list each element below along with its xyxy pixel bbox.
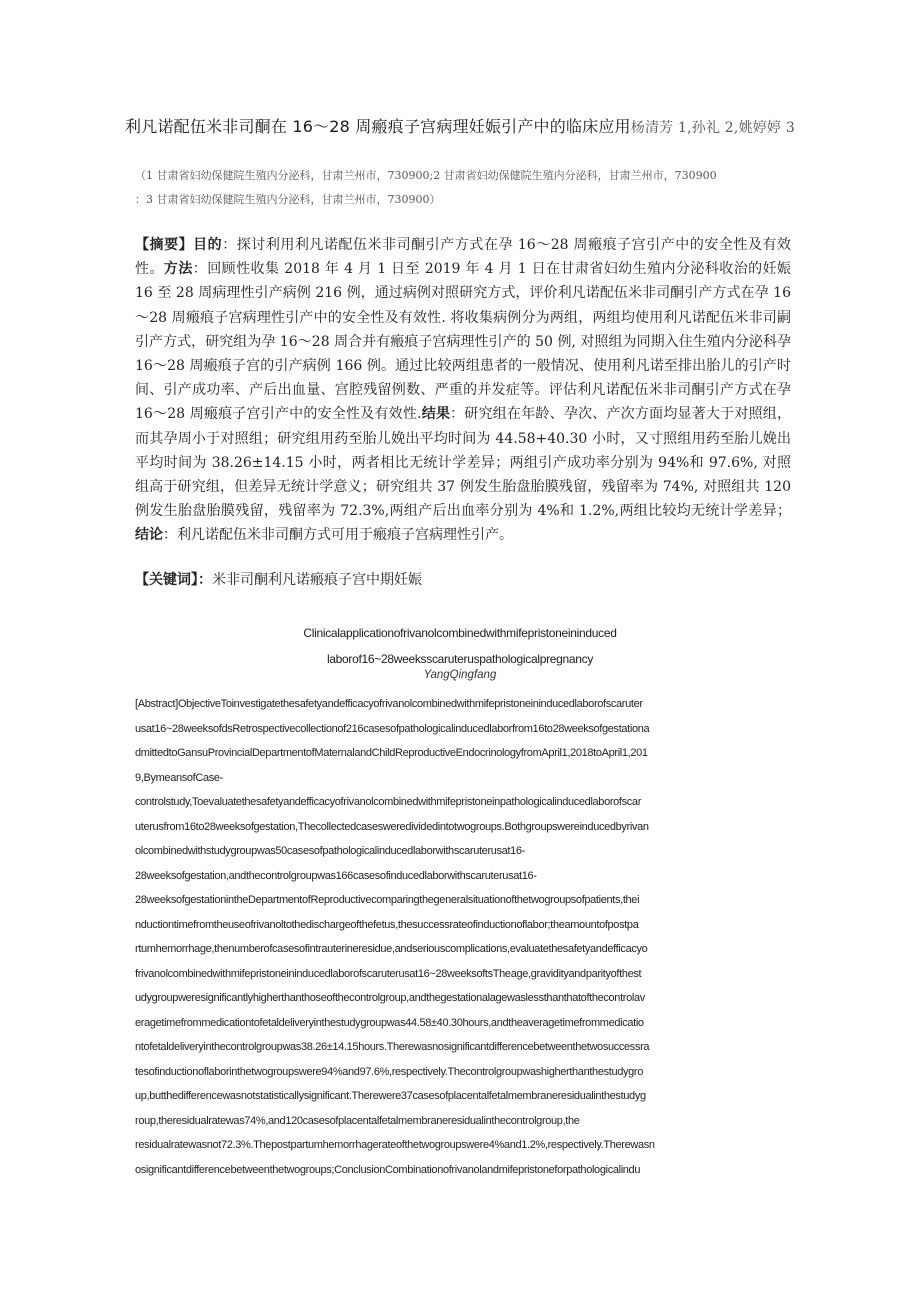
paper-authors: 杨清芳 1,孙礼 2,姚婷婷 3 [630, 120, 795, 136]
abstract-en-line: osignificantdifferencebetweenthetwogroups;ConclusionCombinationofrivanolandmifepristoneforpathologicalindu [135, 1163, 641, 1176]
abstract-en-line: uterusfrom16to28weeksofgestation,Thecollectedcasesweredividedintotwogroups.Bothgroupswereinducedbyrivan [135, 820, 649, 833]
english-title-line-2: laborof16~28weeksscaruteruspathologicalpregnancy [326, 652, 594, 666]
abstract-label: 【摘要】 [135, 237, 194, 253]
abstract-en-line: [Abstract]ObjectiveToinvestigatethesafetyandefficacyofrivanolcombinedwithmifepristoneininducedlaborofscaruter [135, 698, 643, 710]
english-abstract [135, 692, 795, 1133]
conclusion-text: ：利凡诺配伍米非司酮方式可用于瘢痕子宫病理性引产。 [163, 527, 513, 544]
results-text: ：研究组在年龄、孕次、产次方面均显著大于对照组，而其孕周小于对照组；研究组用药至胎儿娩出平均时间为 44.58+40.30 小时，又寸照组用药至胎儿娩出平均时间为 38.26±14.15 小时，两者相比无统计学差异；两组引产成功率分别为 94%和 97.6%, 对照组高于研究组，但差异无统计学意义；研究组共 37 例发生胎盘胎膜残留，残留率为 74%, 对照组共 120 例发生胎盘胎膜残留，残留率为 72.3%,两组产后出血率分别为 4%和 1.2%,两组比较均无统计学差异； [135, 406, 792, 520]
results-label: 结果 [421, 406, 451, 423]
abstract-en-line: udygroupweresignificantlyhigherthanthoseofthecontrolgroup,andthegestationalagewaslessthanthatofthecontrolav [135, 992, 645, 1004]
abstract-en-line: usat16~28weeksofdsRetrospectivecollectionof216casesofpathologicalinducedlaborfrom16to28weeksofgestationa [135, 722, 650, 735]
keywords [135, 569, 791, 591]
abstract-en-line: ntofetaldeliveryinthecontrolgroupwas38.26±14.15hours.Therewasnosignificantdifferencebetweenthetwosuccessra [135, 1041, 650, 1053]
objective-text: ：探讨利用利凡诺配伍米非司酮引产方式在孕 16～28 周瘢痕子宫引产中的安全性及有效性。 [135, 237, 792, 278]
paper-title [120, 116, 800, 139]
affiliations [135, 164, 795, 212]
abstract-en-line: tesofinductionoflaborinthetwogroupswere94%and97.6%,respectively.Thecontrolgroupwashigherthanthestudygro [135, 1065, 643, 1078]
abstract-en-line: eragetimefrommedicationtofetaldeliveryinthestudygroupwas44.58±40.30hours,andtheaveragetimefrommedicatio [135, 1016, 644, 1029]
english-abstract-continued [135, 1133, 795, 1182]
english-title [120, 620, 800, 672]
abstract-en-line: 28weeksofgestationintheDepartmentofReproductivecomparingthegeneralsituationofthetwogroupsofpatients,thei [135, 894, 640, 906]
methods-text: ：回顾性收集 2018 年 4 月 1 日至 2019 年 4 月 1 日在甘肃省妇幼生殖内分泌科收治的妊娠 16 至 28 周病理性引产病例 216 例，通过病例对照研究方式，评价利凡诺配伍米非司酮引产方式在孕 16～28 周瘢痕子宫病理性引产中的安全性及有效性. 将收集病例分为两组，两组均使用利凡诺配伍米非司嗣引产方式，研究组为孕 16～28 周合并有瘢痕子宫病理性引产的 50 例, 对照组为同期入住生殖内分泌科孕 16～28 周瘢痕子宫的引产病例 166 例。通过比较两组患者的一般情况、使用利凡诺至排出胎儿的引产时间、引产成功率、产后出血量、宫腔残留例数、严重的并发症等。评估利凡诺配伍米非司酮引产方式在孕 16～28 周瘢痕子宫引产中的安全性及有效性. [135, 261, 792, 423]
objective-label: 目的 [193, 237, 223, 253]
abstract-en-line: 28weeksofgestation,andthecontrolgroupwas166casesofinducedlaborwithscaruterusat16- [135, 869, 537, 882]
english-title-line-1: Clinicalapplicationofrivanolcombinedwithmifepristoneininduced [303, 626, 617, 640]
abstract-en-line: controlstudy,Toevaluatethesafetyandefficacyofrivanolcombinedwithmifepristoneinpathologicalinducedlaborofscar [135, 796, 642, 808]
abstract-en-line: roup,theresidualratewas74%,and120casesofplacentalfetalmembraneresidualinthecontrolgroup,the [135, 1114, 580, 1127]
keywords-label: 【关键词】： [135, 572, 212, 588]
abstract-en-line: 9,BymeansofCase- [135, 771, 223, 784]
abstract-en-line: olcombinedwithstudygroupwas50casesofpathologicalinducedlaborwithscaruterusat16- [135, 845, 525, 857]
abstract-en-line: residualratewasnot72.3%.Thepostpartumhemorrhagerateofthetwogroupswere4%and1.2%,respectively.Therewasn [135, 1139, 655, 1151]
abstract-en-line: rtumhemorrhage,thenumberofcasesofintrauterineresidue,andseriouscomplications,evaluatethesafetyandefficacyo [135, 943, 648, 955]
paper-title-cn: 利凡诺配伍米非司酮在 16～28 周瘢痕子宫病理妊娠引产中的临床应用 [125, 117, 631, 136]
affiliation-line-1: （1 甘肃省妇幼保健院生殖内分泌科，甘肃兰州市，730900;2 甘肃省妇幼保健院生殖内分泌科，甘肃兰州市，730900 [135, 169, 717, 182]
affiliation-line-2: ：3 甘肃省妇幼保健院生殖内分泌科，甘肃兰州市，730900） [135, 193, 441, 206]
conclusion-label: 结论 [135, 527, 163, 544]
abstract-en-line: nductiontimefromtheuseofrivanoltothedischargeofthefetus,thesuccessrateofinductionoflabor;theamountofpostpa [135, 918, 639, 931]
abstract-en-line: frivanolcombinedwithmifepristoneininducedlaborofscaruterusat16~28weeksoftsTheage,gravidityandparityofthest [135, 967, 642, 980]
methods-label: 方法 [163, 261, 193, 278]
abstract-en-line: dmittedtoGansuProvincialDepartmentofMaternalandChildReproductiveEndocrinologyfromApril1,2018toApril1,201 [135, 747, 648, 759]
abstract-cn [135, 233, 791, 548]
abstract-en-line: up,butthedifferencewasnotstatisticallysignificant.Therewere37casesofplacentalfetalmembraneresidualinthestudyg [135, 1090, 646, 1102]
english-author: YangQingfang [423, 669, 497, 681]
keywords-text: 米非司酮利凡诺瘢痕子宫中期妊娠 [212, 572, 422, 588]
